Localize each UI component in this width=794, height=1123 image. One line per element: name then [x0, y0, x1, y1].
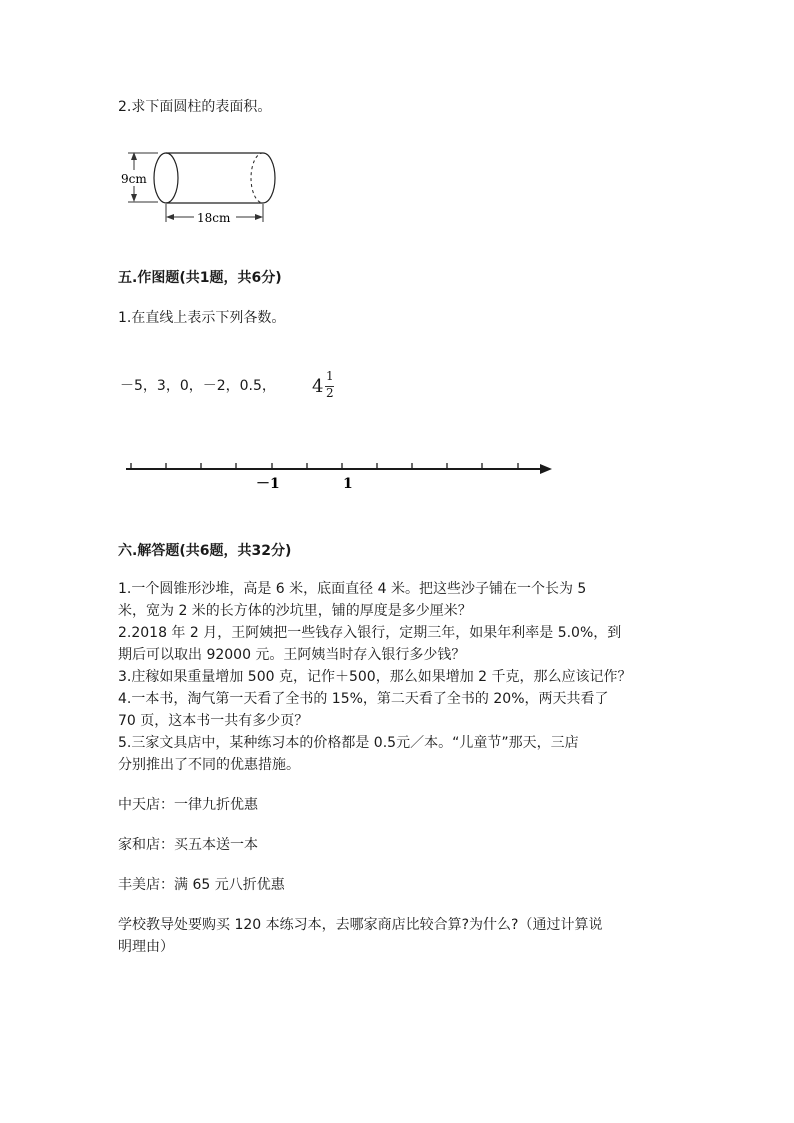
- length-arrow-right: [255, 214, 263, 220]
- section6-line-1: 1.一个圆锥形沙堆，高是 6 米，底面直径 4 米。把这些沙子铺在一个长为 5: [118, 581, 587, 597]
- section5-question1: 1.在直线上表示下列各数。: [118, 310, 286, 326]
- numbers-list: －5，3，0，－2，0.5，: [120, 378, 276, 394]
- final-question-line-1: 学校教导处要购买 120 本练习本，去哪家商店比较合算?为什么?（通过计算说: [118, 917, 603, 933]
- store-jiahe: 家和店：买五本送一本: [118, 837, 258, 853]
- section6-heading: 六.解答题(共6题，共32分): [118, 543, 292, 559]
- mixed-number-whole: 4: [312, 376, 324, 397]
- number-line-arrow: [540, 464, 552, 474]
- height-arrow-bottom: [131, 194, 137, 202]
- store-zhongtian: 中天店：一律九折优惠: [118, 797, 258, 813]
- height-label: 9cm: [121, 172, 147, 186]
- cylinder-right-visible-arc: [263, 153, 275, 203]
- cylinder-left-face: [154, 153, 178, 203]
- cylinder-figure: [118, 144, 318, 234]
- section6-line-7: 70 页，这本书一共有多少页？: [118, 713, 309, 729]
- store-fengmei: 丰美店：满 65 元八折优惠: [118, 877, 285, 893]
- tick-label-pos1: 1: [343, 476, 353, 492]
- length-label: 18cm: [197, 211, 231, 225]
- section6-line-5: 3.庄稼如果重量增加 500 克，记作＋500，那么如果增加 2 千克，那么应该记作？: [118, 669, 632, 685]
- section6-line-8: 5.三家文具店中，某种练习本的价格都是 0.5元／本。“儿童节”那天，三店: [118, 735, 579, 751]
- length-arrow-left: [166, 214, 174, 220]
- section6-line-6: 4.一本书，淘气第一天看了全书的 15%，第二天看了全书的 20%，两天共看了: [118, 691, 609, 707]
- final-question-line-2: 明理由）: [118, 939, 174, 955]
- number-line: [120, 455, 560, 495]
- cylinder-right-hidden-arc: [251, 153, 263, 203]
- mixed-number-denominator: 2: [326, 386, 334, 400]
- section6-line-3: 2.2018 年 2 月，王阿姨把一些钱存入银行，定期三年，如果年利率是 5.0%，到: [118, 625, 622, 641]
- question-cylinder-prompt: 2.求下面圆柱的表面积。: [118, 99, 272, 115]
- section6-line-4: 期后可以取出 92000 元。王阿姨当时存入银行多少钱？: [118, 647, 466, 663]
- mixed-number-numerator: 1: [326, 369, 334, 383]
- section5-heading: 五.作图题(共1题，共6分): [118, 270, 282, 286]
- tick-label-neg1: －1: [256, 476, 280, 492]
- section6-line-9: 分别推出了不同的优惠措施。: [118, 757, 300, 773]
- section6-line-2: 米，宽为 2 米的长方体的沙坑里，铺的厚度是多少厘米？: [118, 603, 472, 619]
